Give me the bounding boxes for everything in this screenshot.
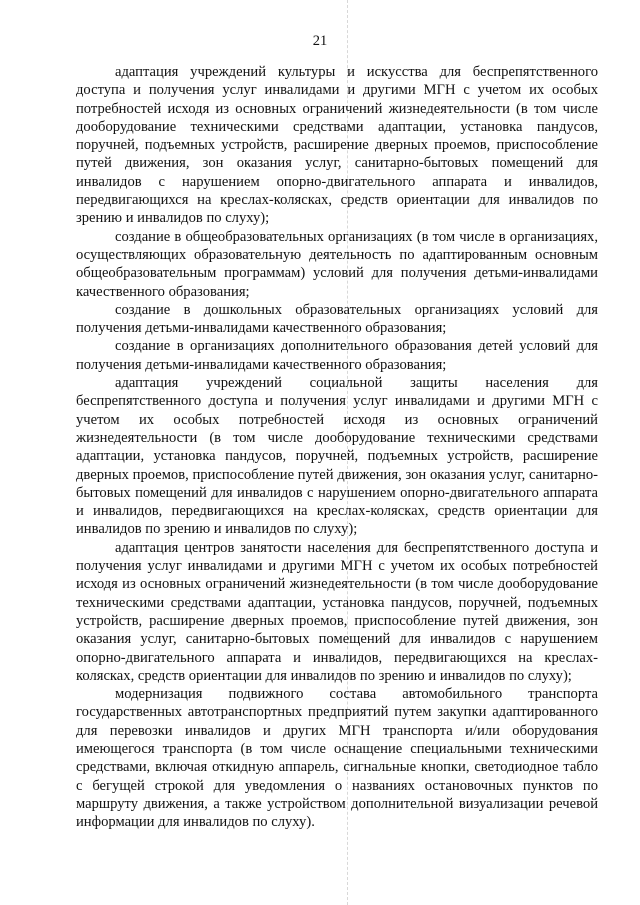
paragraph-additional-education: создание в организациях дополнительного образования детей условий для получения детьми-инвалидами качественного образования; [76, 338, 598, 373]
paragraph-preschool-education: создание в дошкольных образовательных организациях условий для получения детьми-инвалидами качественного образования; [76, 301, 598, 337]
paragraph-social-protection-adaptation: адаптация учреждений социальной защиты населения для беспрепятственного доступа и получения услуг инвалидами и другими МГН с учетом их особых потребностей исходя из основных ограничений жизнедеятельности (в том числе дооборудование техническими средствами адаптации, установка пандусов, поручней, подъемных устройств, расширение дверных проемов, приспособление путей движения, зон оказания услуг, санитарно-бытовых помещений для инвалидов с нарушением опорно-двигательного аппарата и инвалидов, передвигающихся на креслах-колясках, средств ориентации для инвалидов по зрению и инвалидов по слуху); [76, 375, 598, 538]
paragraph-culture-adaptation: адаптация учреждений культуры и искусства для беспрепятственного доступа и получения услуг инвалидами и другими МГН с учетом их особых потребностей исходя из основных ограничений жизнедеятельности (в том числе дооборудование техническими средствами адаптации, установка пандусов, поручней, подъемных устройств, расширение дверных проемов, приспособление путей движения, зон оказания услуг, санитарно-бытовых помещений для инвалидов с нарушением опорно-двигательного аппарата и инвалидов, передвигающихся на креслах-колясках, средств ориентации для инвалидов по зрению и инвалидов по слуху); [76, 64, 598, 227]
paragraph-transport-modernization: модернизация подвижного состава автомобильного транспорта государственных автотранспортных предприятий путем закупки адаптированного для перевозки инвалидов и других МГН транспорта и/или оборудования имеющегося транспорта (в том числе оснащение специальными техническими средствами, включая откидную аппарель, сигнальные кнопки, светодиодное табло с бегущей строкой для уведомления о названиях остановочных пунктов по маршруту движения, а также устройством дополнительной визуализации речевой информации для инвалидов по слуху). [76, 686, 598, 831]
paragraph-employment-centers-adaptation: адаптация центров занятости населения для беспрепятственного доступа и получения услуг инвалидами и другими МГН с учетом их особых потребностей исходя из основных ограничений жизнедеятельности (в том числе дооборудование техническими средствами адаптации, установка пандусов, поручней, подъемных устройств, расширение дверных проемов, приспособление путей движения, зон оказания услуг, санитарно-бытовых помещений для инвалидов с нарушением опорно-двигательного аппарата и инвалидов, передвигающихся на креслах-колясках, средств ориентации для инвалидов по зрению и инвалидов по слуху); [76, 539, 598, 684]
document-body [76, 63, 598, 831]
page-number: 21 [312, 33, 328, 49]
paragraph-general-education: создание в общеобразовательных организациях (в том числе в организациях, осуществляющих образовательную деятельность по адаптированным основным общеобразовательным программам) условий для получения детьми-инвалидами качественного образования; [76, 228, 598, 300]
